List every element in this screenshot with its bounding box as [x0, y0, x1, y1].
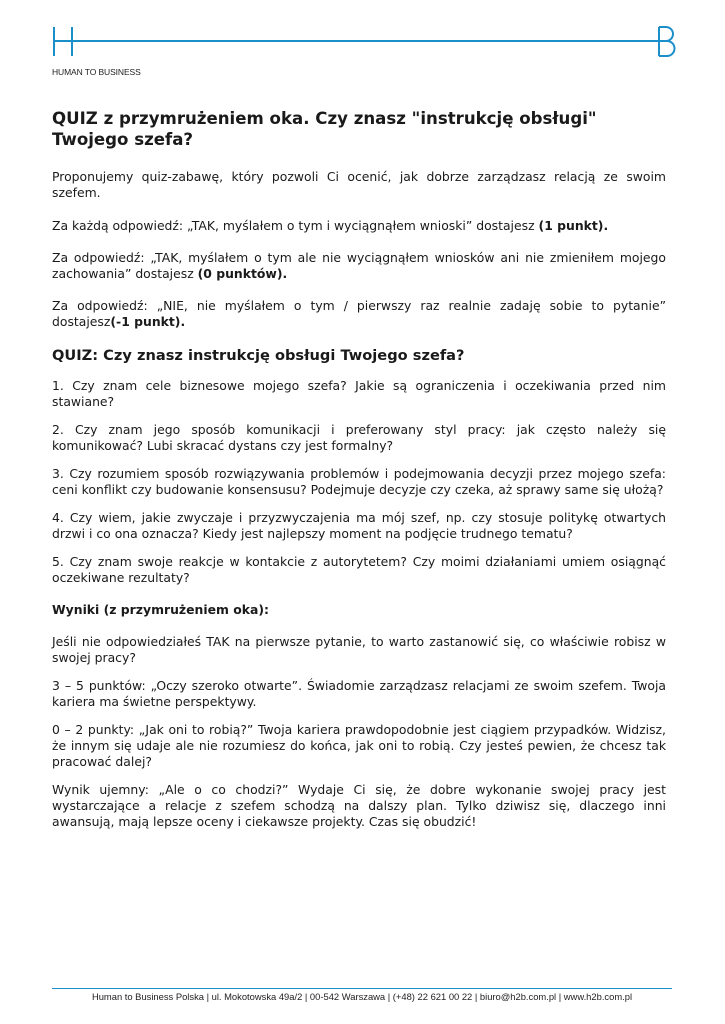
question-item: 1. Czy znam cele biznesowe mojego szefa? Jakie są ograniczenia i oczekiwania przed nim stawiane?: [52, 378, 666, 409]
question-item: 5. Czy znam swoje reakcje w kontakcie z autorytetem? Czy moimi działaniami umiem osiągnąć oczekiwane rezultaty?: [52, 554, 666, 585]
question-item: 2. Czy znam jego sposób komunikacji i preferowany styl pracy: jak często należy się komunikować? Lubi skracać dystans czy jest formalny?: [52, 422, 666, 453]
document-body: [52, 108, 666, 842]
rule-partial: [52, 250, 666, 282]
footer-divider: [52, 988, 672, 989]
rule-partial-text: Za odpowiedź: „TAK, myślałem o tym ale nie wyciągnąłem wniosków ani nie zmieniłem mojego zachowania” dostajesz: [52, 250, 666, 281]
rule-no-points: (-1 punkt).: [110, 314, 186, 329]
logo-b-upper-bowl: [659, 27, 673, 41]
document-title: QUIZ z przymrużeniem oka. Czy znasz "instrukcję obsługi" Twojego szefa?: [52, 109, 597, 149]
logo-b-lower-bowl: [659, 41, 675, 56]
result-item: 0 – 2 punkty: „Jak oni to robią?” Twoja kariera prawdopodobnie jest ciągiem przypadków. Widzisz, że innym się udaje ale nie rozumiesz do końca, jak oni to robią. Czy jesteś pewien, że chcesz tak pracować dalej?: [52, 722, 666, 769]
intro-paragraph: Proponujemy quiz-zabawę, który pozwoli Ci ocenić, jak dobrze zarządzasz relacją ze swoim szefem.: [52, 169, 666, 200]
rule-partial-points: (0 punktów).: [197, 266, 288, 281]
result-item: 3 – 5 punktów: „Oczy szeroko otwarte”. Świadomie zarządzasz relacjami ze swoim szefem. Twoja kariera ma świetne perspektywy.: [52, 678, 666, 709]
rule-yes-points: (1 punkt).: [538, 218, 609, 233]
question-item: 3. Czy rozumiem sposób rozwiązywania problemów i podejmowania decyzji przez mojego szefa: ceni konflikt czy budowanie konsensusu? Podejmuje decyzje czy czeka, aż sprawy same się ułożą?: [52, 466, 666, 497]
question-item: 4. Czy wiem, jakie zwyczaje i przyzwyczajenia ma mój szef, np. czy stosuje politykę otwartych drzwi i co ona oznacza? Kiedy jest najlepszy moment na podjęcie trudnego tematu?: [52, 510, 666, 541]
rule-yes: [52, 218, 666, 234]
rule-no: [52, 298, 666, 330]
quiz-heading: QUIZ: Czy znasz instrukcję obsługi Twojego szefa?: [52, 347, 465, 364]
brand-name: HUMAN TO BUSINESS: [52, 67, 141, 77]
rule-yes-text: Za każdą odpowiedź: „TAK, myślałem o tym i wyciągnąłem wnioski” dostajesz: [52, 218, 539, 233]
result-item: Jeśli nie odpowiedziałeś TAK na pierwsze pytanie, to warto zastanowić się, co właściwie robisz w swojej pracy?: [52, 634, 666, 665]
result-item: Wynik ujemny: „Ale o co chodzi?” Wydaje Ci się, że dobre wykonanie swojej pracy jest wystarczające a relacje z szefem schodzą na dalszy plan. Tylko dziwisz się, dlaczego inni awansują, mają lepsze oceny i ciekawsze projekty. Czas się obudzić!: [52, 782, 666, 829]
rule-no-text: Za odpowiedź: „NIE, nie myślałem o tym / pierwszy raz realnie zadaję sobie to pytanie” dostajesz: [52, 298, 666, 329]
results-heading: Wyniki (z przymrużeniem oka):: [52, 602, 269, 617]
footer-contact: Human to Business Polska | ul. Mokotowska 49a/2 | 00-542 Warszawa | (+48) 22 621 00 22 | biuro@h2b.com.pl | www.h2b.com.pl: [91, 991, 633, 1002]
